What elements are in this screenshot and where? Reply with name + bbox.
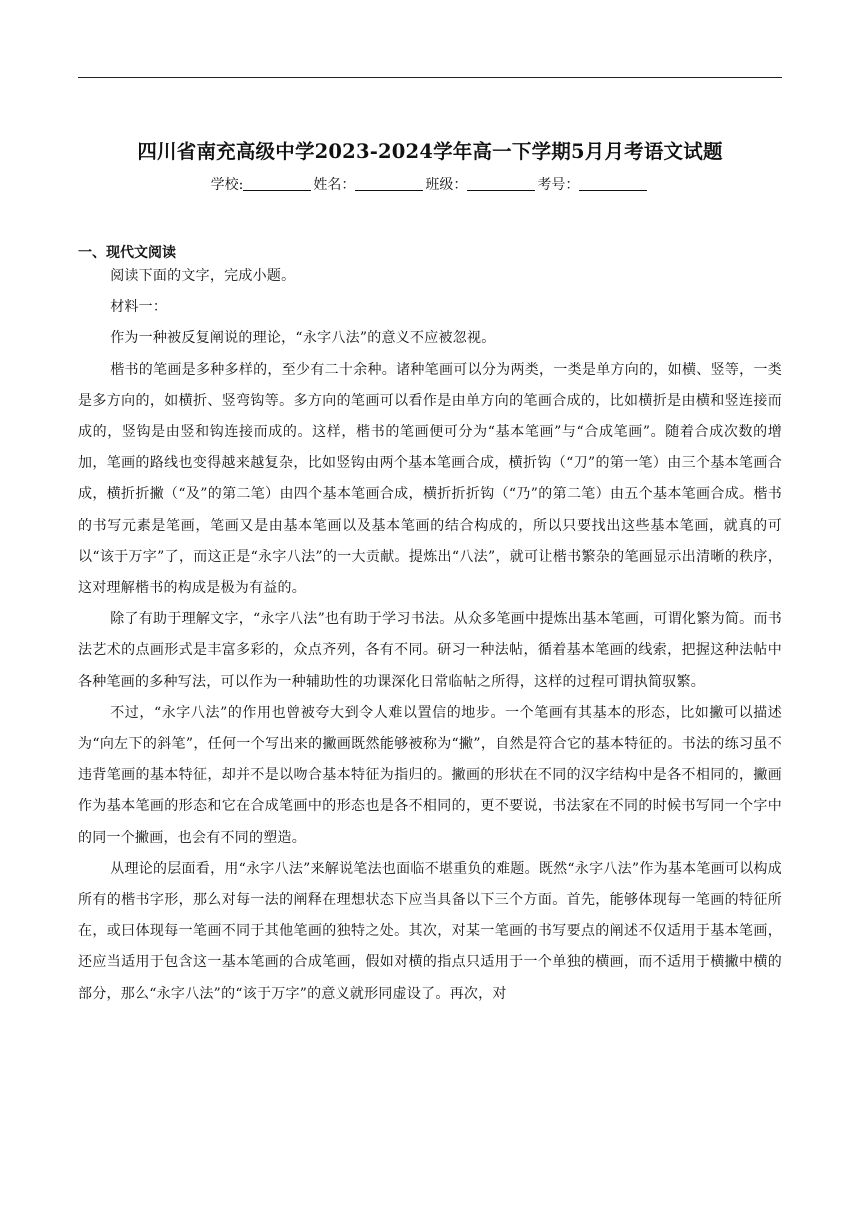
school-label: 学校: <box>210 177 244 193</box>
school-field <box>211 174 314 194</box>
exam-number-label: 考号： <box>537 177 580 193</box>
passage-paragraph: 从理论的层面看，用“永字八法”来解说笔法也面临不堪重负的难题。既然“永字八法”作为基本笔画可以构成所有的楷书字形，那么对每一法的阐释在理想状态下应当具备以下三个方面。首先，能够体现每一笔画的特征所在，或曰体现每一笔画不同于其他笔画的独特之处。其次，对某一笔画的书写要点的阐述不仅适用于基本笔画，还应当适用于包含这一基本笔画的合成笔画，假如对横的指点只适用于一个单独的横画，而不适用于横撇中横的部分，那么“永字八法”的“该于万字”的意义就形同虚设了。再次，对 <box>78 860 782 1002</box>
name-field <box>313 174 425 194</box>
student-info-line <box>78 174 782 194</box>
passage-paragraph: 楷书的笔画是多种多样的，至少有二十余种。诸种笔画可以分为两类，一类是单方向的，如横、竖等，一类是多方向的，如横折、竖弯钩等。多方向的笔画可以看作是由单方向的笔画合成的，比如横折是由横和竖连接而成的，竖钩是由竖和钩连接而成的。这样，楷书的笔画便可分为“基本笔画”与“合成笔画”。随着合成次数的增加，笔画的路线也变得越来越复杂，比如竖钩由两个基本笔画合成，横折钩（“刀”的第一笔）由三个基本笔画合成，横折折撇（“及”的第二笔）由四个基本笔画合成，横折折折钩（“乃”的第二笔）由五个基本笔画合成。楷书的书写元素是笔画，笔画又是由基本笔画以及基本笔画的结合构成的，所以只要找出这些基本笔画，就真的可以“该于万字”了，而这正是“永字八法”的一大贡献。提炼出“八法”，就可让楷书繁杂的笔画显示出清晰的秩序，这对理解楷书的构成是极为有益的。 <box>78 361 782 597</box>
class-label: 班级： <box>425 177 468 193</box>
exam-number-blank[interactable] <box>579 190 647 191</box>
name-blank[interactable] <box>355 190 423 191</box>
section-heading: 一、现代文阅读 <box>78 245 176 261</box>
material-label: 材料一： <box>110 299 168 316</box>
passage-paragraph: 除了有助于理解文字，“永字八法”也有助于学习书法。从众多笔画中提炼出基本笔画，可谓化繁为简。而书法艺术的点画形式是丰富多彩的，众点齐列，各有不同。研习一种法帖，循着基本笔画的线索，把握这种法帖中各种笔画的多种写法，可以作为一种辅助性的功课深化日常临帖之所得，这样的过程可谓执简驭繁。 <box>78 611 782 690</box>
school-blank[interactable] <box>243 190 311 191</box>
name-label: 姓名： <box>313 177 356 193</box>
header-rule <box>78 77 782 78</box>
exam-number-field <box>537 174 649 194</box>
instruction-paragraph: 阅读下面的文字，完成小题。 <box>110 268 296 284</box>
class-blank[interactable] <box>467 190 535 191</box>
reading-passage <box>78 261 782 1010</box>
passage-paragraph: 作为一种被反复阐说的理论，“永字八法”的意义不应被忽视。 <box>110 330 496 347</box>
exam-title: 四川省南充高级中学2023-2024学年高一下学期5月月考语文试题 <box>137 140 723 163</box>
passage-paragraph: 不过，“永字八法”的作用也曾被夸大到令人难以置信的地步。一个笔画有其基本的形态，比如撇可以描述为“向左下的斜笔”，任何一个写出来的撇画既然能够被称为“撇”，自然是符合它的基本特征的。书法的练习虽不违背笔画的基本特征，却并不是以吻合基本特征为指归的。撇画的形状在不同的汉字结构中是各不相同的，撇画作为基本笔画的形态和它在合成笔画中的形态也是各不相同的，更不要说，书法家在不同的时候书写同一个字中的同一个撇画，也会有不同的塑造。 <box>78 704 782 846</box>
class-field <box>425 174 537 194</box>
